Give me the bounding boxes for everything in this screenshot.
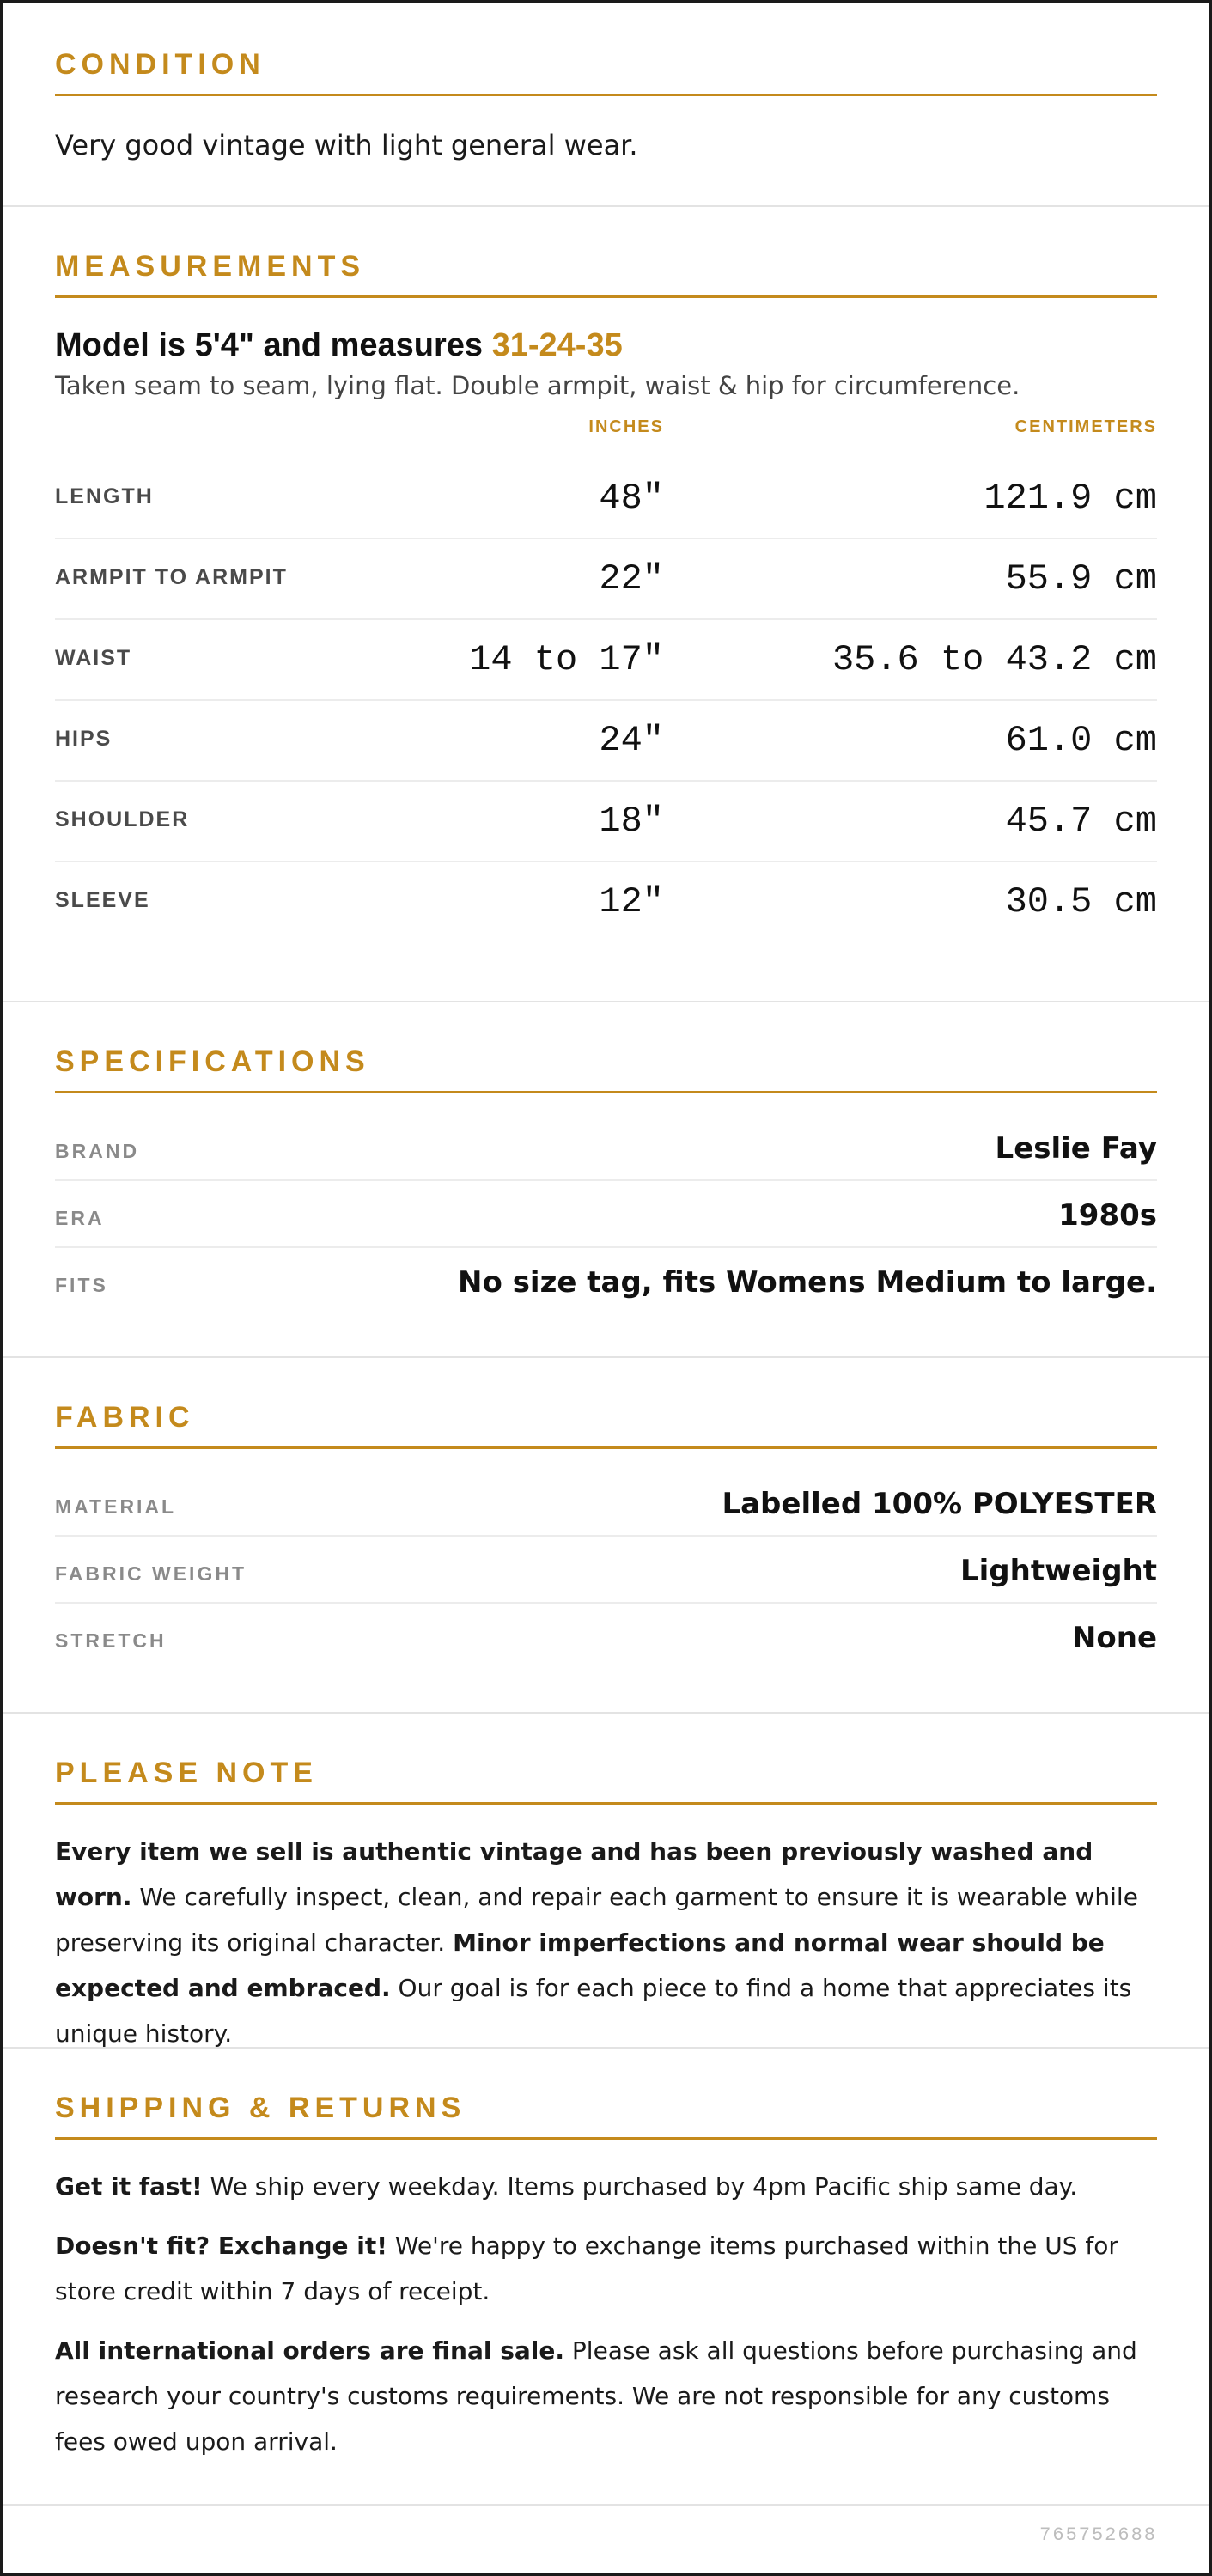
fabric-heading: FABRIC xyxy=(55,1401,1157,1449)
measurement-label: WAIST xyxy=(55,646,132,670)
please-note-text xyxy=(55,1829,1157,2056)
note-text-2: Our goal is for each piece to find a home that appreciates its unique history. xyxy=(55,1974,1132,2048)
please-note-section xyxy=(3,1714,1209,2049)
spec-label: FITS xyxy=(55,1274,108,1296)
shipping-fast-text: We ship every weekday. Items purchased by 4pm Pacific ship same day. xyxy=(202,2172,1078,2201)
spec-value: No size tag, fits Womens Medium to large. xyxy=(458,1265,1157,1300)
fabric-row xyxy=(55,1604,1157,1671)
model-prefix: Model is 5'4" and measures xyxy=(55,327,492,363)
shipping-returns-section xyxy=(3,2049,1209,2506)
measurement-label: HIPS xyxy=(55,727,113,751)
measurement-row xyxy=(55,782,1157,862)
inches-column-header: INCHES xyxy=(588,417,664,436)
measurement-inches: 12" xyxy=(599,881,664,923)
fabric-value: None xyxy=(1071,1621,1157,1655)
measurement-inches: 22" xyxy=(599,558,664,600)
measurements-subtitle: Taken seam to seam, lying flat. Double armpit, waist & hip for circumference. xyxy=(55,371,1020,400)
measurement-row xyxy=(55,539,1157,620)
measurement-row xyxy=(55,620,1157,701)
measurement-row xyxy=(55,459,1157,539)
measurements-column-headers xyxy=(55,400,1157,459)
measurement-label: SLEEVE xyxy=(55,888,150,912)
measurement-inches: 14 to 17" xyxy=(469,639,664,680)
fabric-label: STRETCH xyxy=(55,1629,167,1652)
fabric-label: MATERIAL xyxy=(55,1495,177,1518)
fabric-row xyxy=(55,1470,1157,1537)
spec-label: BRAND xyxy=(55,1140,140,1162)
measurement-cm: 30.5 cm xyxy=(1005,881,1157,923)
shipping-fast-bold: Get it fast! xyxy=(55,2172,203,2201)
measurements-section xyxy=(3,207,1209,1002)
measurement-label: SHOULDER xyxy=(55,807,190,831)
measurement-cm: 55.9 cm xyxy=(1005,558,1157,600)
fabric-value: Labelled 100% POLYESTER xyxy=(722,1487,1157,1521)
spec-value: 1980s xyxy=(1058,1198,1157,1233)
measurement-row xyxy=(55,862,1157,943)
shipping-exchange-bold: Doesn't fit? Exchange it! xyxy=(55,2232,387,2260)
shipping-international-text: Please ask all questions before purchasing and research your country's customs requirements. We are not responsible for any customs fees owed upon arrival. xyxy=(55,2336,1137,2456)
shipping-returns-heading: SHIPPING & RETURNS xyxy=(55,2092,1157,2140)
fabric-label: FABRIC WEIGHT xyxy=(55,1562,247,1585)
centimeters-column-header: CENTIMETERS xyxy=(1014,417,1157,436)
shipping-international-bold: All international orders are final sale. xyxy=(55,2336,565,2365)
specifications-list xyxy=(55,1114,1157,1315)
spec-row xyxy=(55,1114,1157,1181)
condition-section xyxy=(3,3,1209,207)
measurement-inches: 18" xyxy=(599,801,664,842)
spec-label: ERA xyxy=(55,1207,105,1229)
shipping-paragraph-exchange xyxy=(55,2223,1157,2314)
shipping-exchange-text: We're happy to exchange items purchased within the US for store credit within 7 days of receipt. xyxy=(55,2232,1118,2305)
measurement-row xyxy=(55,701,1157,782)
measurement-inches: 48" xyxy=(599,478,664,519)
measurement-cm: 121.9 cm xyxy=(984,478,1157,519)
note-bold-2: Minor imperfections and normal wear should be expected and embraced. xyxy=(55,1928,1105,2002)
shipping-content xyxy=(55,2164,1157,2464)
fabric-section xyxy=(3,1358,1209,1714)
fabric-value: Lightweight xyxy=(959,1554,1157,1588)
shipping-paragraph-fast xyxy=(55,2164,1157,2209)
specifications-heading: SPECIFICATIONS xyxy=(55,1045,1157,1093)
note-bold-1: Every item we sell is authentic vintage and has been previously washed and worn. xyxy=(55,1837,1093,1911)
note-text-1: We carefully inspect, clean, and repair each garment to ensure it is wearable while preserving its original character. xyxy=(55,1883,1138,1957)
model-measure-value: 31-24-35 xyxy=(491,327,623,363)
measurement-inches: 24" xyxy=(599,720,664,761)
please-note-heading: PLEASE NOTE xyxy=(55,1757,1157,1805)
measurement-cm: 45.7 cm xyxy=(1005,801,1157,842)
sku-number: 765752688 xyxy=(1039,2524,1157,2546)
measurement-cm: 61.0 cm xyxy=(1005,720,1157,761)
shipping-paragraph-international xyxy=(55,2328,1157,2464)
measurement-cm: 35.6 to 43.2 cm xyxy=(831,639,1157,680)
measurements-table xyxy=(55,459,1157,943)
spec-row xyxy=(55,1181,1157,1248)
spec-row xyxy=(55,1248,1157,1315)
specifications-section xyxy=(3,1002,1209,1358)
fabric-list xyxy=(55,1470,1157,1671)
measurement-label: LENGTH xyxy=(55,484,154,509)
condition-text: Very good vintage with light general wear. xyxy=(55,129,638,161)
model-measurements xyxy=(55,327,1157,364)
fabric-row xyxy=(55,1537,1157,1604)
condition-heading: CONDITION xyxy=(55,48,1157,96)
spec-value: Leslie Fay xyxy=(995,1131,1157,1166)
measurement-label: ARMPIT TO ARMPIT xyxy=(55,565,288,589)
measurements-heading: MEASUREMENTS xyxy=(55,250,1157,298)
